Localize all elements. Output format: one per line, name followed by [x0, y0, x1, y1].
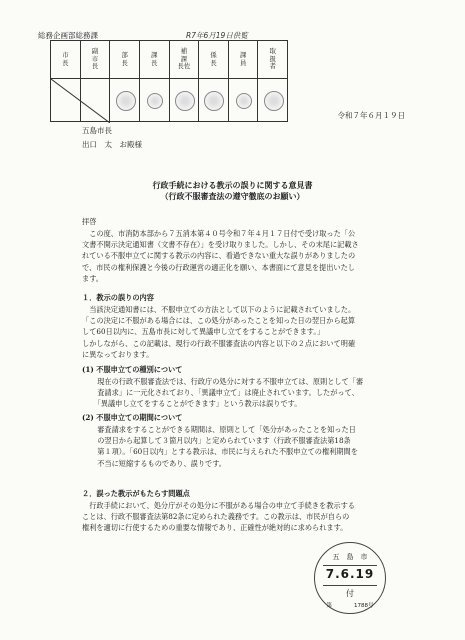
role-char: 課: [150, 51, 158, 60]
text-line: 行政手続において、処分庁がその処分に不服がある場合の申立て手続きを教示する: [82, 501, 355, 510]
role-char: 員: [239, 58, 247, 67]
role-char: 取: [269, 47, 276, 56]
section2-heading: ２．誤った教示がもたらす問題点: [82, 489, 190, 498]
approval-role-label: [258, 41, 287, 79]
stamp-date: 7.6.19: [325, 567, 375, 581]
role-char: 部: [121, 51, 128, 60]
role-char: 課: [239, 51, 247, 60]
strike-diagonal: [51, 79, 110, 123]
approval-role-label: [81, 41, 110, 79]
recipient-name: 出口 太 お殿様: [82, 140, 142, 149]
approval-column: [257, 41, 287, 121]
section1-body: [82, 304, 422, 360]
received-month: 6: [203, 31, 209, 40]
stamp-city: 五 島 市: [332, 553, 368, 561]
text-line: して60日以内に、五島市長に対して異議申し立てをすることができます。」: [82, 327, 325, 337]
approval-role-label: [199, 41, 228, 79]
role-char: 係: [210, 51, 217, 60]
role-char: 長: [62, 58, 69, 67]
approval-role-label: [170, 41, 199, 79]
letter-date: 令和７年６月１９日: [337, 111, 405, 120]
reception-date-stamp: [314, 542, 386, 614]
role-char: 長: [91, 62, 99, 71]
text-line: ことは、行政不服審査法第82条に定められた義務です。この教示は、市民が自らの: [82, 512, 350, 522]
text-line: 「この決定に不服がある場合には、この処分があったことを知った日の翌日から起算: [82, 316, 356, 326]
section1-2-body: [90, 424, 420, 469]
approval-role-label: [140, 41, 169, 79]
received-suffix: 日供覧: [225, 31, 248, 40]
text-line: に異なっております。: [82, 349, 154, 359]
received-day: 19: [215, 31, 226, 40]
seal-icon: [236, 93, 252, 109]
text-line: れている不服申立てに関する教示の内容に、看過できない重大な誤りがありましたの: [82, 251, 356, 261]
seal-icon: [264, 91, 284, 111]
department-label: 総務企画部総務課: [38, 31, 98, 40]
approval-seal-cell: [140, 79, 169, 121]
text-line: で、市民の権利保護と今後の行政運営の適正化を願い、本書面にて意見を提出いたし: [82, 262, 355, 272]
text-line: ます。: [82, 273, 103, 283]
text-line: 現在の行政不服審査法では、行政庁の処分に対する不服申立ては、原則として「審: [90, 377, 364, 386]
section1-heading: １．教示の誤りの内容: [82, 293, 154, 302]
approval-role-label: [229, 41, 258, 79]
section1-2-heading: (2) 不服申立ての期間について: [82, 413, 183, 422]
received-prefix: R7年: [186, 31, 204, 40]
seal-icon: [204, 91, 224, 111]
seal-icon: [147, 93, 163, 109]
approval-seal-cell: [229, 79, 258, 121]
role-char: 扱: [269, 54, 276, 63]
section2-body: [82, 500, 422, 534]
approval-seal-cell: [258, 79, 287, 121]
stamp-number: 第 1788号: [326, 603, 374, 609]
addressee-block: [82, 124, 142, 152]
approval-seal-cell: [170, 79, 199, 121]
role-char: 長: [150, 58, 158, 67]
seal-icon: [116, 91, 136, 111]
text-line: 「異議申し立てをすることができます」という教示は誤りです。: [90, 399, 302, 409]
role-char: 課: [180, 54, 188, 63]
approval-role-label: [51, 41, 80, 79]
stamp-received-mark: 付: [346, 589, 354, 598]
approval-stamp-grid: [50, 40, 288, 122]
role-char: 市: [91, 54, 99, 63]
text-line: 不当に短縮するものであり、誤りです。: [90, 458, 226, 468]
greeting: 拝啓: [82, 217, 97, 226]
role-char: 長佐: [177, 62, 191, 71]
document-subtitle: （行政不服審査法の遵守徹底のお願い）: [160, 191, 305, 201]
role-char: 市: [62, 51, 69, 60]
section1-1-heading: (1) 不服申立ての種別について: [82, 365, 183, 374]
role-char: 副: [91, 47, 99, 56]
text-line: 査請求」に一元化されており、「異議申立て」は廃止されています。したがって、: [90, 388, 359, 398]
section1-1-body: [90, 376, 420, 410]
role-char: 長: [210, 58, 217, 67]
role-char: 長: [121, 58, 128, 67]
approval-seal-cell: [199, 79, 228, 121]
text-line: 文書不開示決定通知書（文書不存在）」を受け取りました。しかし、その末尾に記載さ: [82, 240, 359, 250]
document-title: 行政手続における教示の誤りに関する意見書: [152, 180, 313, 190]
approval-column: [109, 41, 139, 121]
text-line: 当該決定通知書には、不服申立ての方法として以下のように記載されていました。: [82, 305, 356, 314]
text-line: の翌日から起算して３箇月以内」と定められています（行政不服審査法第18条: [90, 436, 351, 446]
text-line: 権利を適切に行使するための重要な情報であり、正確性が絶対的に求められます。: [82, 523, 348, 533]
role-char: 者: [269, 62, 276, 71]
approval-seal-cell: [110, 79, 139, 121]
approval-column: [139, 41, 169, 121]
text-line: しかしながら、この記載は、現行の行政不服審査法の内容と以下の２点において明確: [82, 338, 356, 348]
text-line: 第１項）。「60日以内」とする教示は、市民に与えられた不服申立ての権利期間を: [90, 447, 358, 457]
recipient-title: 五島市長: [82, 126, 112, 135]
approval-role-label: [110, 41, 139, 79]
approval-column: [169, 41, 199, 121]
approval-column: [228, 41, 258, 121]
text-line: この度、市消防本部から７五消本第４０号令和７年４月１７日付で受け取った「公: [82, 229, 356, 238]
role-char: 補: [180, 47, 188, 56]
seal-icon: [175, 91, 195, 111]
intro-paragraph: [82, 228, 412, 284]
approval-column: [198, 41, 228, 121]
text-line: 審査請求をすることができる期間は、原則として「処分があったことを知った日: [90, 425, 356, 434]
received-month-char: 月: [208, 31, 216, 40]
